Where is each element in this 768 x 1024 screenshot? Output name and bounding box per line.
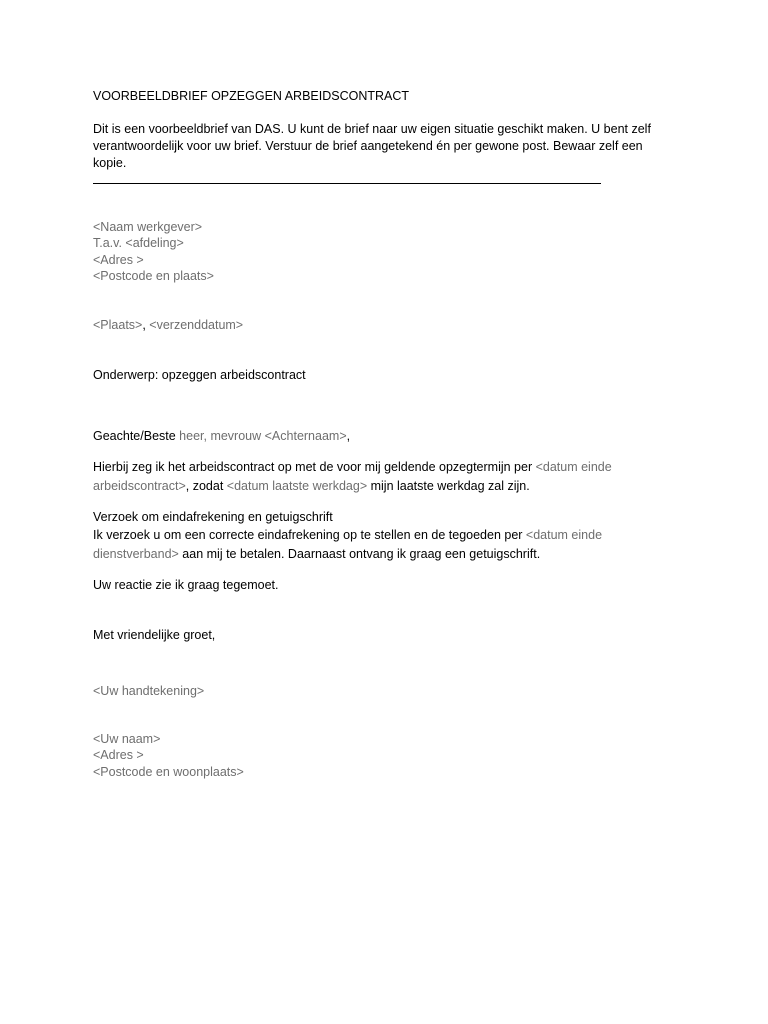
paragraph1-text-1: Hierbij zeg ik het arbeidscontract op met de voor mij geldende opzegtermijn per <box>93 460 536 474</box>
closing-line: Met vriendelijke groet, <box>93 628 216 642</box>
place-date-line <box>93 317 243 333</box>
salutation-prefix: Geachte/Beste <box>93 429 180 443</box>
place-date-separator: , <box>142 318 150 332</box>
sender-name: <Uw naam> <box>93 732 161 746</box>
paragraph1-line-2 <box>93 478 530 494</box>
last-workday-placeholder: <datum laatste werkdag> <box>226 479 368 493</box>
request-text-2: aan mij te betalen. Daarnaast ontvang ik graag een getuigschrift. <box>178 547 541 561</box>
salutation-suffix: , <box>346 429 351 443</box>
recipient-postcode: <Postcode en plaats> <box>93 269 214 283</box>
intro-line-1: Dit is een voorbeeldbrief van DAS. U kunt de brief naar uw eigen situatie geschikt maken. U bent zelf <box>93 122 651 136</box>
request-text-1: Ik verzoek u om een correcte eindafrekening op te stellen en de tegoeden per <box>93 528 526 542</box>
intro-line-2: verantwoordelijk voor uw brief. Verstuur de brief aangetekend én per gewone post. Bewaar zelf een <box>93 139 643 153</box>
subject-line: Onderwerp: opzeggen arbeidscontract <box>93 368 306 382</box>
end-date-placeholder-part1: <datum einde <box>535 460 612 474</box>
recipient-attention: T.a.v. <afdeling> <box>93 236 184 250</box>
service-end-placeholder-part1: <datum einde <box>525 528 603 542</box>
place-placeholder: <Plaats> <box>93 318 143 332</box>
paragraph1-line-1 <box>93 459 612 475</box>
end-date-placeholder-part2: arbeidscontract> <box>93 479 186 493</box>
separator-line <box>93 183 601 184</box>
intro-line-3: kopie. <box>93 156 127 170</box>
sender-postcode: <Postcode en woonplaats> <box>93 765 244 779</box>
document-title: VOORBEELDBRIEF OPZEGGEN ARBEIDSCONTRACT <box>93 89 410 103</box>
salutation-title: heer, mevrouw <Achternaam> <box>179 429 347 443</box>
recipient-name: <Naam werkgever> <box>93 220 203 234</box>
salutation-line <box>93 428 350 444</box>
paragraph1-text-2: , zodat <box>185 479 227 493</box>
request-heading: Verzoek om eindafrekening en getuigschrift <box>93 510 333 524</box>
request-line-2 <box>93 546 540 562</box>
request-line-1 <box>93 527 602 543</box>
date-placeholder: <verzenddatum> <box>149 318 244 332</box>
signature-placeholder: <Uw handtekening> <box>93 684 205 698</box>
recipient-address: <Adres > <box>93 253 144 267</box>
paragraph1-text-3: mijn laatste werkdag zal zijn. <box>367 479 530 493</box>
sender-address: <Adres > <box>93 748 144 762</box>
reaction-line: Uw reactie zie ik graag tegemoet. <box>93 578 279 592</box>
service-end-placeholder-part2: dienstverband> <box>93 547 179 561</box>
